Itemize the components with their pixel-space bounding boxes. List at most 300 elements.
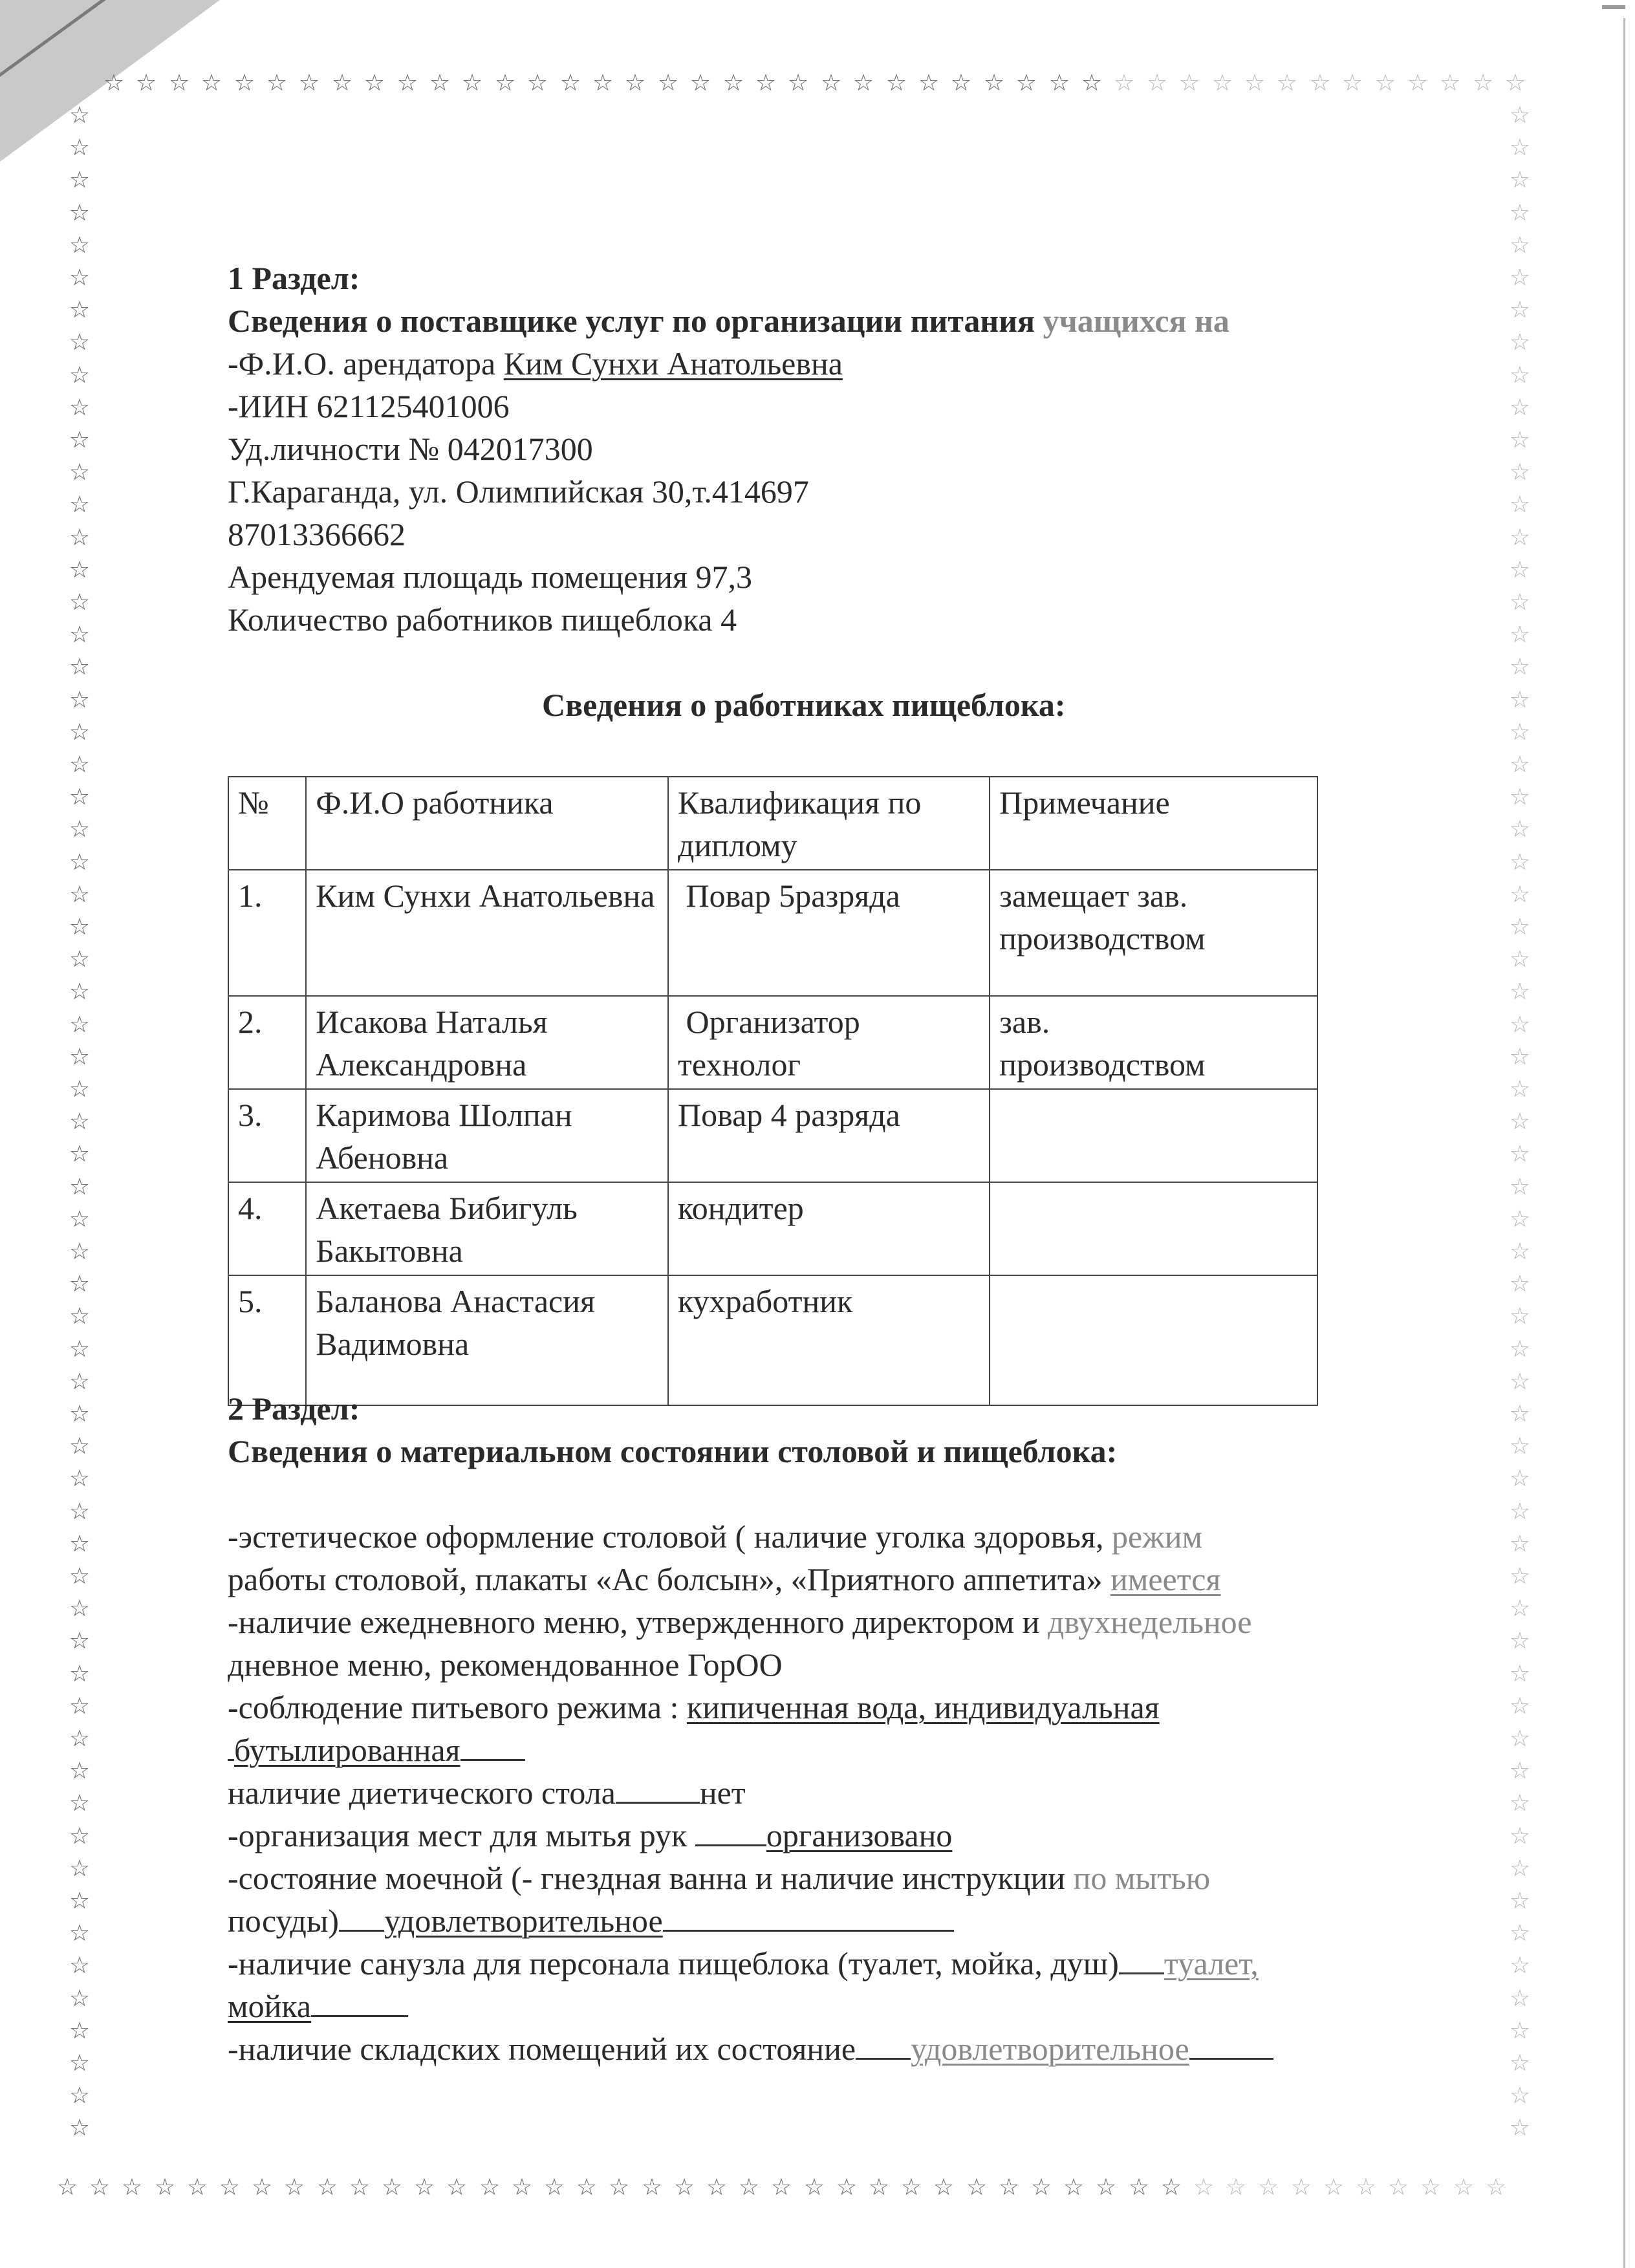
star-border-icon: ☆ <box>69 265 91 291</box>
iin-line: -ИИН 621125401006 <box>228 388 510 424</box>
aesthetic-text: -эстетическое оформление столовой ( наличие уголка здоровья, <box>228 1518 1104 1555</box>
star-border-icon: ☆ <box>885 70 907 96</box>
star-border-icon: ☆ <box>69 135 91 161</box>
star-border-icon: ☆ <box>1407 70 1429 96</box>
star-border-icon: ☆ <box>69 1855 91 1882</box>
header-note: Примечание <box>990 777 1317 870</box>
drinking-label: -соблюдение питьевого режима : <box>228 1689 687 1725</box>
star-border-icon: ☆ <box>69 1011 91 1038</box>
star-border-icon: ☆ <box>69 329 91 356</box>
star-border-icon: ☆ <box>396 70 418 96</box>
menu-line-2: дневное меню, рекомендованное ГорОО <box>228 1647 783 1683</box>
cell-name <box>306 1089 668 1182</box>
scan-page-edge-tab <box>1602 5 1625 9</box>
star-border-icon: ☆ <box>1509 167 1531 193</box>
storage-line <box>228 2029 1273 2068</box>
star-border-icon: ☆ <box>283 2174 305 2201</box>
handwash-label: -организация мест для мытья рук <box>228 1817 695 1853</box>
star-border-icon: ☆ <box>69 1271 91 1297</box>
star-border-icon: ☆ <box>1509 1238 1531 1265</box>
tenant-label: -Ф.И.О. арендатора <box>228 345 504 382</box>
star-border-icon: ☆ <box>1225 2174 1247 2201</box>
star-border-icon: ☆ <box>868 2174 890 2201</box>
cell-num: 5. <box>228 1275 306 1405</box>
star-border-icon: ☆ <box>69 1336 91 1363</box>
star-border-icon: ☆ <box>103 70 125 96</box>
star-border-icon: ☆ <box>69 1661 91 1687</box>
star-border-icon: ☆ <box>446 2174 468 2201</box>
star-border-icon: ☆ <box>1509 849 1531 876</box>
cell-name <box>306 1182 668 1275</box>
star-border-icon: ☆ <box>1509 1011 1531 1038</box>
star-border-icon: ☆ <box>1509 524 1531 551</box>
section2-title: 2 Раздел: <box>228 1390 360 1427</box>
cell-qualification: кондитер <box>668 1182 990 1275</box>
star-border-icon: ☆ <box>1509 1271 1531 1297</box>
star-border-icon: ☆ <box>69 1531 91 1557</box>
aesthetic-text-2: работы столовой, плакаты «Ас болсын», «Приятного аппетита» <box>228 1561 1110 1597</box>
star-border-icon: ☆ <box>69 1465 91 1492</box>
cell-note <box>990 996 1317 1089</box>
star-border-icon: ☆ <box>1509 265 1531 291</box>
star-border-icon: ☆ <box>154 2174 176 2201</box>
cell-num: 1. <box>228 870 306 996</box>
blank-line <box>1189 2029 1273 2060</box>
star-border-icon: ☆ <box>69 297 91 323</box>
star-border-icon: ☆ <box>1509 687 1531 713</box>
star-border-icon: ☆ <box>479 2174 501 2201</box>
star-border-icon: ☆ <box>186 2174 208 2201</box>
star-border-icon: ☆ <box>803 2174 825 2201</box>
staff-heading: Сведения о работниках пищеблока: <box>542 687 1066 723</box>
star-border-icon: ☆ <box>511 2174 533 2201</box>
storage-value: удовлетворительное <box>911 2031 1189 2067</box>
star-border-icon: ☆ <box>673 2174 695 2201</box>
star-border-icon: ☆ <box>200 70 222 96</box>
star-border-icon: ☆ <box>852 70 874 96</box>
drinking-line-2 <box>228 1731 525 1769</box>
star-border-icon: ☆ <box>1509 1401 1531 1427</box>
cell-num: 4. <box>228 1182 306 1275</box>
star-border-icon: ☆ <box>1509 1790 1531 1817</box>
star-border-icon: ☆ <box>69 1823 91 1850</box>
star-border-icon: ☆ <box>69 2050 91 2077</box>
star-border-icon: ☆ <box>1323 2174 1345 2201</box>
star-border-icon: ☆ <box>69 2082 91 2109</box>
star-border-icon: ☆ <box>770 2174 792 2201</box>
tenant-line <box>228 344 843 383</box>
star-border-icon: ☆ <box>1509 2050 1531 2077</box>
star-border-icon: ☆ <box>69 1108 91 1135</box>
star-border-icon: ☆ <box>1453 2174 1475 2201</box>
star-border-icon: ☆ <box>1509 232 1531 259</box>
star-border-icon: ☆ <box>1439 70 1461 96</box>
star-border-icon: ☆ <box>1048 70 1070 96</box>
cell-note <box>990 1089 1317 1182</box>
blank-line <box>311 1987 408 2017</box>
star-border-icon: ☆ <box>1081 70 1103 96</box>
star-border-icon: ☆ <box>1509 2115 1531 2141</box>
star-border-icon: ☆ <box>69 1433 91 1460</box>
star-border-icon: ☆ <box>69 427 91 453</box>
star-border-icon: ☆ <box>69 1888 91 1914</box>
star-border-icon: ☆ <box>69 102 91 129</box>
star-border-icon: ☆ <box>69 881 91 908</box>
star-border-icon: ☆ <box>1146 70 1168 96</box>
star-border-icon: ☆ <box>1509 1888 1531 1914</box>
star-border-icon: ☆ <box>787 70 809 96</box>
star-border-icon: ☆ <box>89 2174 111 2201</box>
star-border-icon: ☆ <box>69 1206 91 1233</box>
star-border-icon: ☆ <box>1509 557 1531 583</box>
drinking-value: кипиченная вода, индивидуальная <box>686 1689 1160 1725</box>
star-border-icon: ☆ <box>1015 70 1037 96</box>
star-border-icon: ☆ <box>461 70 483 96</box>
star-border-icon: ☆ <box>1341 70 1363 96</box>
scan-page-edge <box>1623 18 1625 2268</box>
star-border-icon: ☆ <box>69 1595 91 1622</box>
star-border-icon: ☆ <box>69 1368 91 1395</box>
washroom-text-2: посуды) <box>228 1903 340 1939</box>
star-border-icon: ☆ <box>1509 2018 1531 2044</box>
star-border-icon: ☆ <box>1509 1044 1531 1070</box>
cell-name: Ким Сунхи Анатольевна <box>306 870 668 996</box>
star-border-icon: ☆ <box>1509 1303 1531 1330</box>
star-border-icon: ☆ <box>1509 1823 1531 1850</box>
menu-line-1 <box>228 1603 1251 1641</box>
star-border-icon: ☆ <box>1509 1920 1531 1947</box>
star-border-icon: ☆ <box>576 2174 598 2201</box>
drinking-value-2: бутылированная <box>234 1732 460 1768</box>
star-border-icon: ☆ <box>592 70 614 96</box>
star-border-icon: ☆ <box>69 394 91 421</box>
star-border-icon: ☆ <box>69 491 91 518</box>
cell-name-text: Баланова Анастасия Вадимовна <box>316 1283 596 1362</box>
star-border-icon: ☆ <box>950 70 972 96</box>
star-border-icon: ☆ <box>900 2174 922 2201</box>
star-border-icon: ☆ <box>641 2174 663 2201</box>
section1-subtitle-main: Сведения о поставщике услуг по организации питания <box>228 303 1035 339</box>
blank-line <box>339 1901 384 1932</box>
star-border-icon: ☆ <box>1509 297 1531 323</box>
star-border-icon: ☆ <box>624 70 646 96</box>
star-border-icon: ☆ <box>1509 1108 1531 1135</box>
star-border-icon: ☆ <box>1257 2174 1279 2201</box>
header-name: Ф.И.О работника <box>306 777 668 870</box>
diet-line <box>228 1773 746 1812</box>
star-border-icon: ☆ <box>69 1563 91 1590</box>
star-border-icon: ☆ <box>1290 2174 1312 2201</box>
star-border-icon: ☆ <box>1509 200 1531 226</box>
cell-name-text: Каримова Шолпан Абеновна <box>316 1097 572 1176</box>
star-border-icon: ☆ <box>69 2018 91 2044</box>
star-border-icon: ☆ <box>1095 2174 1117 2201</box>
star-border-icon: ☆ <box>559 70 581 96</box>
star-border-icon: ☆ <box>1309 70 1331 96</box>
star-border-icon: ☆ <box>1387 2174 1409 2201</box>
star-border-icon: ☆ <box>1178 70 1200 96</box>
star-border-icon: ☆ <box>1509 654 1531 680</box>
star-border-icon: ☆ <box>1509 362 1531 389</box>
star-border-icon: ☆ <box>349 2174 371 2201</box>
menu-text: -наличие ежедневного меню, утвержденного директором и <box>228 1604 1040 1640</box>
star-border-icon: ☆ <box>1509 394 1531 421</box>
star-border-icon: ☆ <box>1509 1563 1531 1590</box>
star-border-icon: ☆ <box>1509 914 1531 940</box>
cell-num: 2. <box>228 996 306 1089</box>
star-border-icon: ☆ <box>1160 2174 1182 2201</box>
star-border-icon: ☆ <box>1509 1693 1531 1720</box>
aesthetic-line-2 <box>228 1560 1220 1599</box>
star-border-icon: ☆ <box>69 621 91 648</box>
header-num: № <box>228 777 306 870</box>
star-border-icon: ☆ <box>1504 70 1526 96</box>
blank-line <box>1119 1944 1164 1974</box>
star-border-icon: ☆ <box>1128 2174 1150 2201</box>
table-row <box>228 1089 1317 1182</box>
star-border-icon: ☆ <box>1509 329 1531 356</box>
blank-line <box>663 1901 954 1932</box>
star-border-icon: ☆ <box>689 70 711 96</box>
cell-qualification: Повар 5разряда <box>668 870 990 996</box>
star-border-icon: ☆ <box>69 1952 91 1979</box>
star-border-icon: ☆ <box>69 946 91 973</box>
star-border-icon: ☆ <box>1509 621 1531 648</box>
star-border-icon: ☆ <box>1509 1725 1531 1752</box>
section1-subtitle-faded: учащихся на <box>1035 303 1229 339</box>
star-border-icon: ☆ <box>69 1985 91 2012</box>
id-card-line: Уд.личности № 042017300 <box>228 431 593 467</box>
cell-note-text: замещает зав. производством <box>999 878 1206 956</box>
section1-title: 1 Раздел: <box>228 260 360 296</box>
star-border-icon: ☆ <box>1509 1985 1531 2012</box>
table-row <box>228 870 1317 996</box>
star-border-icon: ☆ <box>1509 816 1531 843</box>
star-border-icon: ☆ <box>1113 70 1135 96</box>
star-border-icon: ☆ <box>69 1628 91 1654</box>
table-row <box>228 1275 1317 1405</box>
washroom-value: удовлетворительное <box>384 1903 663 1939</box>
star-border-icon: ☆ <box>413 2174 435 2201</box>
star-border-icon: ☆ <box>69 654 91 680</box>
washroom-line-1 <box>228 1859 1210 1897</box>
handwash-line <box>228 1816 952 1855</box>
star-border-icon: ☆ <box>1211 70 1233 96</box>
cell-note <box>990 1182 1317 1275</box>
star-border-icon: ☆ <box>1509 135 1531 161</box>
star-border-icon: ☆ <box>526 70 548 96</box>
cell-note <box>990 1275 1317 1405</box>
star-border-icon: ☆ <box>69 232 91 259</box>
star-border-icon: ☆ <box>608 2174 630 2201</box>
address-line: Г.Караганда, ул. Олимпийская 30,т.414697 <box>228 473 809 510</box>
star-border-icon: ☆ <box>1509 881 1531 908</box>
star-border-icon: ☆ <box>1509 427 1531 453</box>
star-border-icon: ☆ <box>69 849 91 876</box>
blank-line <box>695 1816 766 1846</box>
star-border-icon: ☆ <box>1509 459 1531 486</box>
star-border-icon: ☆ <box>69 200 91 226</box>
star-border-icon: ☆ <box>69 914 91 940</box>
star-border-icon: ☆ <box>69 459 91 486</box>
star-border-icon: ☆ <box>1509 1336 1531 1363</box>
sanitary-value-2: мойка <box>228 1988 312 2024</box>
star-border-icon: ☆ <box>69 1044 91 1070</box>
aesthetic-value: имеется <box>1110 1561 1221 1597</box>
star-border-icon: ☆ <box>135 70 157 96</box>
star-border-icon: ☆ <box>1276 70 1298 96</box>
star-border-icon: ☆ <box>1509 1076 1531 1103</box>
cell-qualification: Повар 4 разряда <box>668 1089 990 1182</box>
star-border-icon: ☆ <box>219 2174 241 2201</box>
star-border-icon: ☆ <box>69 524 91 551</box>
star-border-icon: ☆ <box>1509 1141 1531 1167</box>
star-border-icon: ☆ <box>1063 2174 1085 2201</box>
cell-name <box>306 1275 668 1405</box>
star-border-icon: ☆ <box>266 70 288 96</box>
star-border-icon: ☆ <box>820 70 842 96</box>
table-header-row <box>228 777 1317 870</box>
star-border-icon: ☆ <box>69 687 91 713</box>
blank-line <box>616 1773 700 1804</box>
star-border-icon: ☆ <box>1509 751 1531 778</box>
star-border-icon: ☆ <box>1509 1206 1531 1233</box>
star-border-icon: ☆ <box>69 1790 91 1817</box>
star-border-icon: ☆ <box>738 2174 760 2201</box>
star-border-icon: ☆ <box>1509 1433 1531 1460</box>
star-border-icon: ☆ <box>1509 1661 1531 1687</box>
sanitary-label: -наличие санузла для персонала пищеблока (туалет, мойка, душ) <box>228 1945 1119 1982</box>
star-border-icon: ☆ <box>1355 2174 1377 2201</box>
star-border-icon: ☆ <box>1509 102 1531 129</box>
star-border-icon: ☆ <box>69 1174 91 1200</box>
rented-area-line: Арендуемая площадь помещения 97,3 <box>228 559 753 595</box>
star-border-icon: ☆ <box>69 1758 91 1784</box>
star-border-icon: ☆ <box>69 1725 91 1752</box>
star-border-icon: ☆ <box>69 978 91 1005</box>
star-border-icon: ☆ <box>1509 1174 1531 1200</box>
star-border-icon: ☆ <box>706 2174 728 2201</box>
cell-name: Исакова Наталья Александровна <box>306 996 668 1089</box>
star-border-icon: ☆ <box>1509 1465 1531 1492</box>
star-border-icon: ☆ <box>69 1238 91 1265</box>
cell-qualification-text: Организатор технолог <box>678 1004 869 1083</box>
cell-qualification <box>668 996 990 1089</box>
star-border-icon: ☆ <box>69 1498 91 1525</box>
washroom-line-2 <box>228 1901 954 1940</box>
star-border-icon: ☆ <box>429 70 451 96</box>
handwash-value: организовано <box>766 1817 953 1853</box>
star-border-icon: ☆ <box>69 1401 91 1427</box>
blank-line <box>856 2029 911 2060</box>
tenant-name: Ким Сунхи Анатольевна <box>503 345 843 382</box>
diet-value: нет <box>699 1775 746 1811</box>
aesthetic-line-1 <box>228 1517 1202 1556</box>
star-border-icon: ☆ <box>168 70 190 96</box>
star-border-icon: ☆ <box>1509 589 1531 616</box>
star-border-icon: ☆ <box>381 2174 403 2201</box>
washroom-text: -состояние моечной (- гнездная ванна и наличие инструкции <box>228 1860 1066 1896</box>
cell-note-text: зав. производством <box>999 1004 1206 1083</box>
star-border-icon: ☆ <box>1509 1628 1531 1654</box>
star-border-icon: ☆ <box>983 70 1005 96</box>
star-border-icon: ☆ <box>69 1920 91 1947</box>
star-border-icon: ☆ <box>69 719 91 746</box>
staff-table <box>228 776 1318 1406</box>
star-border-icon: ☆ <box>1509 946 1531 973</box>
star-border-icon: ☆ <box>363 70 385 96</box>
star-border-icon: ☆ <box>69 589 91 616</box>
star-border-icon: ☆ <box>998 2174 1020 2201</box>
star-border-icon: ☆ <box>933 2174 955 2201</box>
star-border-icon: ☆ <box>1509 719 1531 746</box>
star-border-icon: ☆ <box>69 557 91 583</box>
sanitary-value: туалет, <box>1164 1945 1259 1982</box>
star-border-icon: ☆ <box>69 1076 91 1103</box>
cell-num: 3. <box>228 1089 306 1182</box>
washroom-text-faded: по мытью <box>1065 1860 1211 1896</box>
star-border-icon: ☆ <box>69 1141 91 1167</box>
star-border-icon: ☆ <box>1509 1758 1531 1784</box>
star-border-icon: ☆ <box>918 70 940 96</box>
star-border-icon: ☆ <box>251 2174 273 2201</box>
drinking-line-1 <box>228 1688 1160 1727</box>
star-border-icon: ☆ <box>1193 2174 1215 2201</box>
star-border-icon: ☆ <box>1509 1952 1531 1979</box>
cell-qualification: кухработник <box>668 1275 990 1405</box>
star-border-icon: ☆ <box>543 2174 565 2201</box>
storage-label: -наличие складских помещений их состояние <box>228 2031 856 2067</box>
star-border-icon: ☆ <box>1509 1855 1531 1882</box>
table-row <box>228 996 1317 1089</box>
star-border-icon: ☆ <box>966 2174 988 2201</box>
cell-name-text: Акетаева Бибигуль Бакытовна <box>316 1190 578 1269</box>
star-border-icon: ☆ <box>1509 1498 1531 1525</box>
star-border-icon: ☆ <box>657 70 679 96</box>
star-border-icon: ☆ <box>1509 2082 1531 2109</box>
star-border-icon: ☆ <box>298 70 320 96</box>
aesthetic-text-faded: режим <box>1103 1518 1203 1555</box>
cell-note <box>990 870 1317 996</box>
star-border-icon: ☆ <box>69 751 91 778</box>
star-border-icon: ☆ <box>1420 2174 1442 2201</box>
star-border-icon: ☆ <box>1485 2174 1507 2201</box>
star-border-icon: ☆ <box>494 70 516 96</box>
star-border-icon: ☆ <box>69 1303 91 1330</box>
blank-line <box>228 1731 234 1761</box>
star-border-icon: ☆ <box>1509 1595 1531 1622</box>
star-border-icon: ☆ <box>1472 70 1494 96</box>
blank-line <box>460 1731 525 1761</box>
star-border-icon: ☆ <box>69 784 91 810</box>
star-border-icon: ☆ <box>722 70 744 96</box>
star-border-icon: ☆ <box>69 362 91 389</box>
section1-subtitle <box>228 301 1229 340</box>
star-border-icon: ☆ <box>316 2174 338 2201</box>
star-border-icon: ☆ <box>836 2174 858 2201</box>
star-border-icon: ☆ <box>69 2115 91 2141</box>
star-border-icon: ☆ <box>1509 491 1531 518</box>
phone-line: 87013366662 <box>228 516 406 552</box>
star-border-icon: ☆ <box>56 2174 78 2201</box>
star-border-icon: ☆ <box>69 167 91 193</box>
star-border-icon: ☆ <box>69 816 91 843</box>
sanitary-line-1 <box>228 1944 1259 1983</box>
star-border-icon: ☆ <box>233 70 255 96</box>
staff-count-line: Количество работников пищеблока 4 <box>228 601 737 638</box>
star-border-icon: ☆ <box>1244 70 1266 96</box>
star-border-icon: ☆ <box>121 2174 143 2201</box>
